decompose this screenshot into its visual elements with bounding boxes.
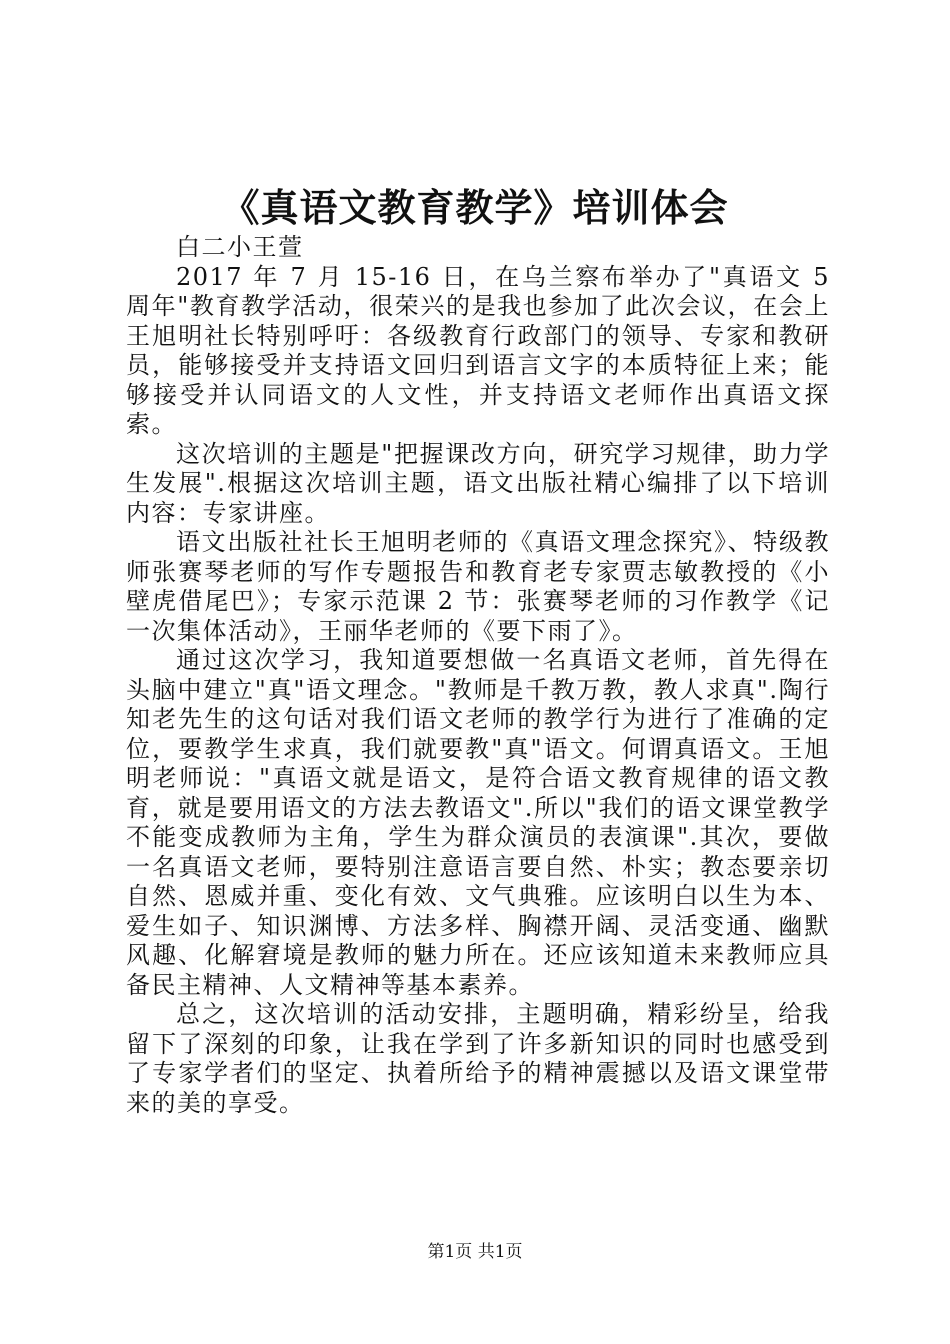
paragraph-4: 通过这次学习，我知道要想做一名真语文老师，首先得在头脑中建立"真"语文理念。"教师是千教万教，教人求真".陶行知老先生的这句话对我们语文老师的教学行为进行了准确的定位，要教学生求真，我们就要教"真"语文。何谓真语文。王旭明老师说："真语文就是语文，是符合语文教育规律的语文教育，就是要用语文的方法去教语文".所以"我们的语文课堂教学不能变成教师为主角，学生为群众演员的表演课".其次，要做一名真语文老师，要特别注意语言要自然、朴实；教态要亲切自然、恩威并重、变化有效、文气典雅。应该明白以生为本、爱生如子、知识渊博、方法多样、胸襟开阔、灵活变通、幽默风趣、化解窘境是教师的魅力所在。还应该知道未来教师应具备民主精神、人文精神等基本素养。 (126, 646, 830, 999)
paragraph-5: 总之，这次培训的活动安排，主题明确，精彩纷呈，给我留下了深刻的印象，让我在学到了许多新知识的同时也感受到了专家学者们的坚定、执着所给予的精神震撼以及语文课堂带来的美的享受。 (126, 1000, 830, 1117)
document-title: 《真语文教育教学》培训体会 (221, 185, 729, 230)
document-body (126, 233, 830, 1118)
author-line: 白二小王萱 (176, 233, 304, 261)
paragraph-3: 语文出版社社长王旭明老师的《真语文理念探究》、特级教师张赛琴老师的写作专题报告和教育老专家贾志敏教授的《小壁虎借尾巴》；专家示范课 2 节：张赛琴老师的习作教学《记一次集体活动》，王丽华老师的《要下雨了》。 (126, 528, 830, 645)
page-footer: 第1页 共1页 (427, 1242, 523, 1262)
paragraph-2: 这次培训的主题是"把握课改方向，研究学习规律，助力学生发展".根据这次培训主题，语文出版社精心编排了以下培训内容：专家讲座。 (126, 439, 830, 527)
paragraph-1: 2017 年 7 月 15-16 日，在乌兰察布举办了"真语文 5 周年"教育教学活动，很荣兴的是我也参加了此次会议，在会上王旭明社长特别呼吁：各级教育行政部门的领导、专家和教研员，能够接受并支持语文回归到语言文字的本质特征上来；能够接受并认同语文的人文性，并支持语文老师作出真语文探索。 (126, 262, 830, 438)
